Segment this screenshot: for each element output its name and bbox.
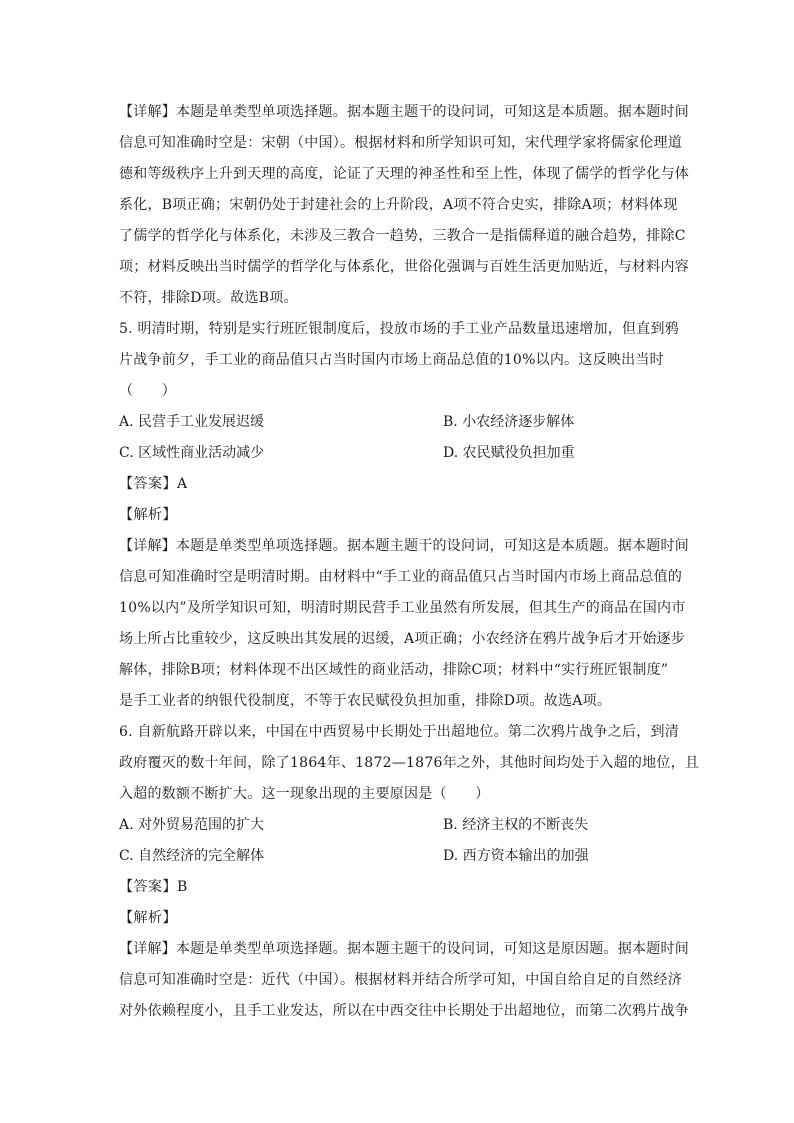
text-line: 项；材料反映出当时儒学的哲学化与体系化，世俗化强调与百姓生活更加贴近，与材料内容	[119, 259, 689, 275]
question-5	[119, 314, 689, 717]
option-a: A. 对外贸易范围的扩大	[119, 817, 265, 833]
question-6	[119, 717, 700, 1027]
option-b: B. 小农经济逐步解体	[443, 414, 575, 430]
explanation-block-q4	[119, 97, 689, 314]
text-line: 不符，排除D项。故选B项。	[119, 290, 298, 306]
text-line: 了儒学的哲学化与体系化，未涉及三教合一趋势，三教合一是指儒释道的融合趋势，排除C	[119, 228, 686, 244]
option-b: B. 经济主权的不断丧失	[443, 817, 589, 833]
text-line: 系化，B项正确；宋朝仍处于封建社会的上升阶段，A项不符合史实，排除A项；材料体现	[119, 197, 678, 213]
text-line: 10%以内”及所学知识可知，明清时期民营手工业虽然有所发展，但其生产的商品在国内市	[119, 600, 686, 616]
text-line: 场上所占比重较少，这反映出其发展的迟缓，A项正确；小农经济在鸦片战争后才开始逐步	[119, 631, 686, 647]
text-line: 信息可知准确时空是：宋朝（中国）。根据材料和所学知识可知，宋代理学家将儒家伦理道	[119, 135, 682, 151]
text-line: 【详解】本题是单类型单项选择题。据本题主题干的设问词，可知这是本质题。据本题时间	[119, 104, 689, 120]
options-row	[119, 407, 679, 438]
text-line: 信息可知准确时空是明清时期。由材料中“手工业的商品值只占当时国内市场上商品总值的	[119, 569, 683, 585]
answer-label: 【答案】B	[119, 879, 188, 895]
text-line: 【详解】本题是单类型单项选择题。据本题主题干的设问词，可知这是原因题。据本题时间	[119, 941, 689, 957]
question-stem-line: 片战争前夕，手工业的商品值只占当时国内市场上商品总值的10%以内。这反映出当时	[119, 352, 664, 368]
analysis-label: 【解析】	[119, 910, 177, 926]
question-stem-line: （ ）	[119, 383, 176, 399]
document-body	[119, 97, 700, 1027]
answer-label: 【答案】A	[119, 476, 188, 492]
text-line: 解体，排除B项；材料体现不出区域性的商业活动，排除C项；材料中“实行班匠银制度”	[119, 662, 669, 678]
text-line: 是手工业者的纳银代役制度，不等于农民赋役负担加重，排除D项。故选A项。	[119, 693, 612, 709]
options-row	[119, 810, 679, 841]
analysis-label: 【解析】	[119, 507, 177, 523]
text-line: 对外依赖程度小，且手工业发达，所以在中西交往中长期处于出超地位，而第二次鸦片战争	[119, 1003, 689, 1019]
option-d: D. 农民赋役负担加重	[443, 445, 575, 461]
text-line: 德和等级秩序上升到天理的高度，论证了天理的神圣性和至上性，体现了儒学的哲学化与体	[119, 166, 689, 182]
question-stem-line: 5. 明清时期，特别是实行班匠银制度后，投放市场的手工业产品数量迅速增加，但直到鸦	[119, 321, 680, 337]
options-row	[119, 841, 679, 872]
question-stem-line: 政府覆灭的数十年间，除了1864年、1872—1876年之外，其他时间均处于入超的地位，且	[119, 755, 700, 771]
text-line: 信息可知准确时空是：近代（中国）。根据材料并结合所学可知，中国自给自足的自然经济	[119, 972, 682, 988]
question-stem-line: 入超的数额不断扩大。这一现象出现的主要原因是（ ）	[119, 786, 490, 802]
text-line: 【详解】本题是单类型单项选择题。据本题主题干的设问词，可知这是本质题。据本题时间	[119, 538, 689, 554]
option-c: C. 区域性商业活动减少	[119, 445, 265, 461]
option-d: D. 西方资本输出的加强	[443, 848, 589, 864]
option-a: A. 民营手工业发展迟缓	[119, 414, 265, 430]
options-row	[119, 438, 679, 469]
question-stem-line: 6. 自新航路开辟以来，中国在中西贸易中长期处于出超地位。第二次鸦片战争之后，到清	[119, 724, 680, 740]
option-c: C. 自然经济的完全解体	[119, 848, 265, 864]
